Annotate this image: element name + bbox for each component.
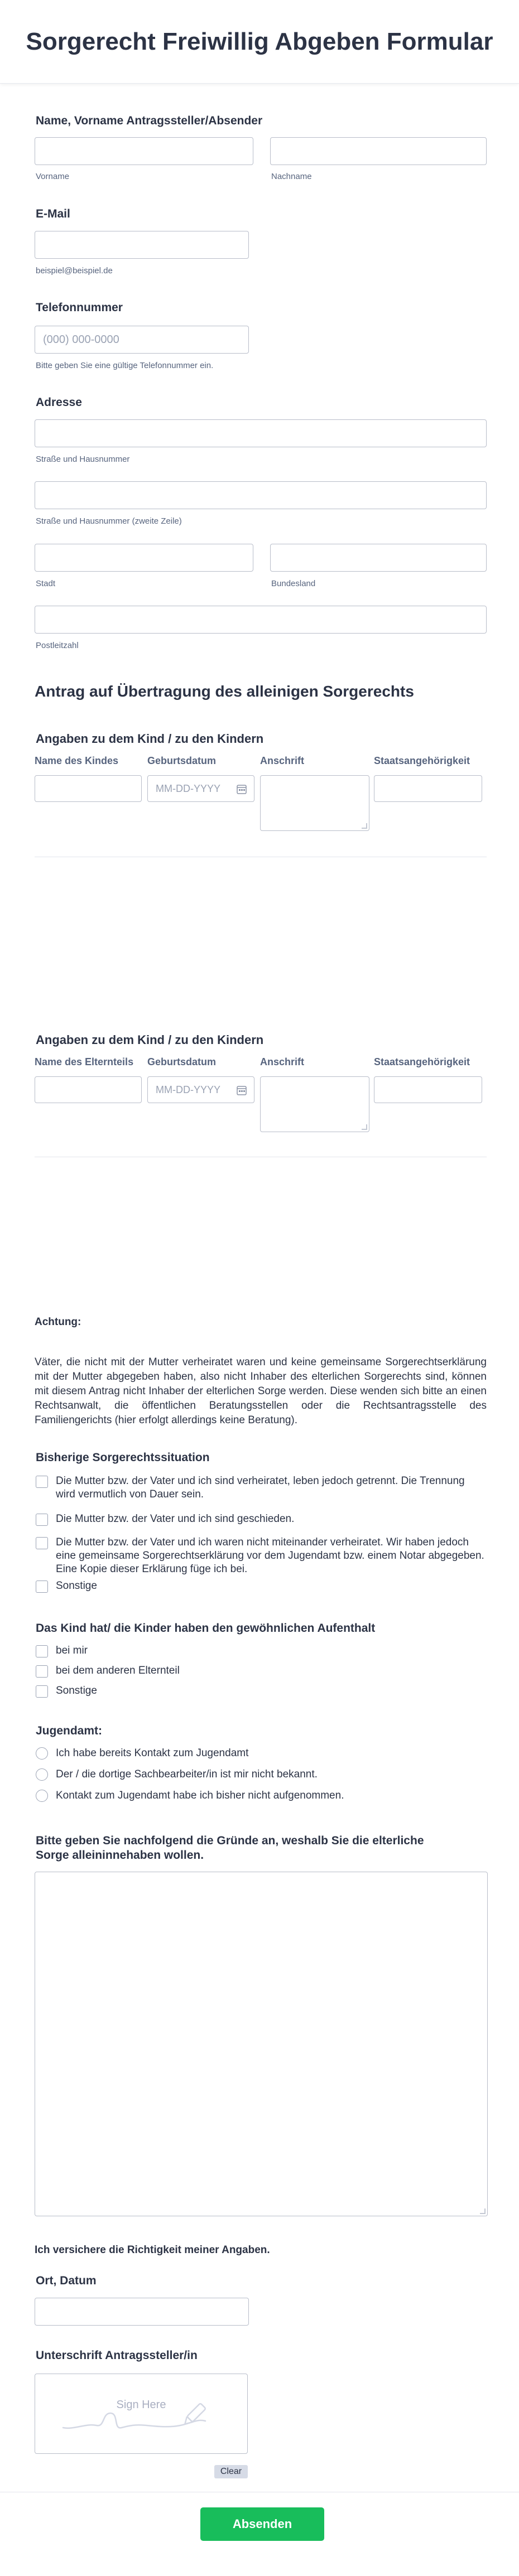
city-sublabel: Stadt bbox=[36, 579, 56, 588]
radio[interactable] bbox=[36, 1747, 48, 1760]
phone-label: Telefonnummer bbox=[36, 301, 123, 314]
notice-text: Väter, die nicht mit der Mutter verheiratet waren und keine gemeinsame Sorgerechtserklärung mit der Mutter abgegeben haben, also nicht Inhaber des elterlichen Sorgerechts sind, können mit diesem Antrag nicht Inhaber der elterlichen Sorge werden. Diese wenden sich bitte an einen Rechtsanwalt, die öffentlichen Beratungsstellen oder die Rechtsantragsstelle des Familiengerichts (hier erfolgt allerdings keine Beratung). bbox=[35, 1356, 487, 1426]
parent-col-name: Name des Elternteils bbox=[35, 1056, 134, 1067]
checkbox[interactable] bbox=[36, 1581, 48, 1593]
last-name-input[interactable] bbox=[270, 137, 487, 165]
email-label: E-Mail bbox=[36, 207, 70, 220]
children-col-address: Anschrift bbox=[260, 755, 305, 766]
signature-pad[interactable] bbox=[35, 2374, 248, 2454]
signature-label: Unterschrift Antragssteller/in bbox=[36, 2349, 198, 2362]
checkbox[interactable] bbox=[36, 1665, 48, 1678]
checkbox[interactable] bbox=[36, 1645, 48, 1657]
zip-sublabel: Postleitzahl bbox=[36, 641, 79, 650]
parent-name-input[interactable] bbox=[35, 1076, 142, 1103]
parent-col-nationality: Staatsangehörigkeit bbox=[374, 1056, 470, 1067]
phone-input[interactable] bbox=[35, 326, 249, 354]
children-table-title: Angaben zu dem Kind / zu den Kindern bbox=[36, 732, 264, 746]
residence-option-other[interactable]: Sonstige bbox=[36, 1684, 486, 1698]
last-name-sublabel: Nachname bbox=[271, 172, 312, 181]
child-nationality-input[interactable] bbox=[374, 775, 482, 802]
residence-label: Das Kind hat/ die Kinder haben den gewöhnlichen Aufenthalt bbox=[36, 1622, 376, 1635]
phone-placeholder: (000) 000-0000 bbox=[43, 333, 119, 346]
radio[interactable] bbox=[36, 1790, 48, 1802]
youth-office-option-unknown[interactable]: Der / die dortige Sachbearbeiter/in ist mir nicht bekannt. bbox=[36, 1768, 486, 1781]
checkbox[interactable] bbox=[36, 1476, 48, 1488]
street2-sublabel: Straße und Hausnummer (zweite Zeile) bbox=[36, 516, 182, 526]
signature-scribble-icon bbox=[35, 2374, 247, 2453]
child-birthdate-input[interactable] bbox=[147, 775, 254, 802]
parent-col-address: Anschrift bbox=[260, 1056, 305, 1067]
checkbox[interactable] bbox=[36, 1685, 48, 1698]
child-address-textarea[interactable] bbox=[260, 775, 369, 831]
street2-input[interactable] bbox=[35, 481, 487, 509]
first-name-input[interactable] bbox=[35, 137, 253, 165]
section-title: Antrag auf Übertragung des alleinigen Sorgerechts bbox=[35, 683, 414, 700]
checkbox[interactable] bbox=[36, 1514, 48, 1526]
form-header bbox=[0, 0, 519, 84]
parent-col-birthdate: Geburtsdatum bbox=[147, 1056, 217, 1067]
custody-situation-label: Bisherige Sorgerechtssituation bbox=[36, 1451, 210, 1464]
custody-option-other[interactable]: Sonstige bbox=[36, 1579, 486, 1593]
place-date-label: Ort, Datum bbox=[36, 2274, 97, 2287]
child-name-input[interactable] bbox=[35, 775, 142, 802]
youth-office-option-no-contact[interactable]: Kontakt zum Jugendamt habe ich bisher nicht aufgenommen. bbox=[36, 1789, 486, 1802]
state-sublabel: Bundesland bbox=[271, 579, 316, 588]
radio[interactable] bbox=[36, 1768, 48, 1781]
place-date-input[interactable] bbox=[35, 2298, 249, 2326]
city-input[interactable] bbox=[35, 544, 253, 572]
first-name-sublabel: Vorname bbox=[36, 172, 70, 181]
email-input[interactable] bbox=[35, 231, 249, 259]
parent-table-title: Angaben zu dem Kind / zu den Kindern bbox=[36, 1033, 264, 1047]
signature-placeholder: Sign Here bbox=[116, 2399, 166, 2411]
state-input[interactable] bbox=[270, 544, 487, 572]
signature-clear-button[interactable]: Clear bbox=[214, 2465, 248, 2478]
checkbox[interactable] bbox=[36, 1537, 48, 1549]
phone-sublabel: Bitte geben Sie eine gültige Telefonnummer ein. bbox=[36, 361, 214, 370]
notice-heading: Achtung: bbox=[35, 1316, 81, 1328]
email-sublabel: beispiel@beispiel.de bbox=[36, 266, 113, 276]
children-col-birthdate: Geburtsdatum bbox=[147, 755, 217, 766]
custody-option-separated[interactable]: Die Mutter bzw. der Vater und ich sind verheiratet, leben jedoch getrennt. Die Trennung wird vermutlich von Dauer sein. bbox=[36, 1475, 486, 1501]
street-sublabel: Straße und Hausnummer bbox=[36, 455, 130, 464]
parent-address-textarea[interactable] bbox=[260, 1076, 369, 1132]
child-birthdate-placeholder: MM-DD-YYYY bbox=[156, 782, 220, 794]
assurance-text: Ich versichere die Richtigkeit meiner Angaben. bbox=[35, 2244, 270, 2256]
calendar-icon[interactable] bbox=[236, 1085, 247, 1096]
custody-option-divorced[interactable]: Die Mutter bzw. der Vater und ich sind geschieden. bbox=[36, 1512, 486, 1526]
street-input[interactable] bbox=[35, 419, 487, 447]
reasons-textarea[interactable] bbox=[35, 1872, 488, 2216]
residence-option-me[interactable]: bei mir bbox=[36, 1644, 486, 1657]
youth-office-option-contact[interactable]: Ich habe bereits Kontakt zum Jugendamt bbox=[36, 1747, 486, 1760]
submit-button[interactable]: Absenden bbox=[200, 2507, 324, 2541]
reasons-label: Bitte geben Sie nachfolgend die Gründe an, weshalb Sie die elterliche Sorge alleininnehaben wollen. bbox=[36, 1834, 424, 1862]
parent-birthdate-placeholder: MM-DD-YYYY bbox=[156, 1084, 220, 1095]
parent-nationality-input[interactable] bbox=[374, 1076, 482, 1103]
residence-option-other-parent[interactable]: bei dem anderen Elternteil bbox=[36, 1664, 486, 1678]
custody-option-joint-declaration[interactable]: Die Mutter bzw. der Vater und ich waren nicht miteinander verheiratet. Wir haben jedoch eine gemeinsame Sorgerechtserklärung vor dem Jugendamt bzw. einem Notar abgegeben. Eine Kopie dieser Erklärung füge ich bei. bbox=[36, 1536, 486, 1576]
address-label: Adresse bbox=[36, 396, 82, 409]
children-col-name: Name des Kindes bbox=[35, 755, 119, 766]
calendar-icon[interactable] bbox=[236, 784, 247, 795]
parent-birthdate-input[interactable] bbox=[147, 1076, 254, 1103]
form-title: Sorgerecht Freiwillig Abgeben Formular bbox=[26, 27, 493, 55]
name-label: Name, Vorname Antragssteller/Absender bbox=[36, 114, 263, 127]
zip-input[interactable] bbox=[35, 606, 487, 634]
youth-office-label: Jugendamt: bbox=[36, 1724, 103, 1737]
children-col-nationality: Staatsangehörigkeit bbox=[374, 755, 470, 766]
